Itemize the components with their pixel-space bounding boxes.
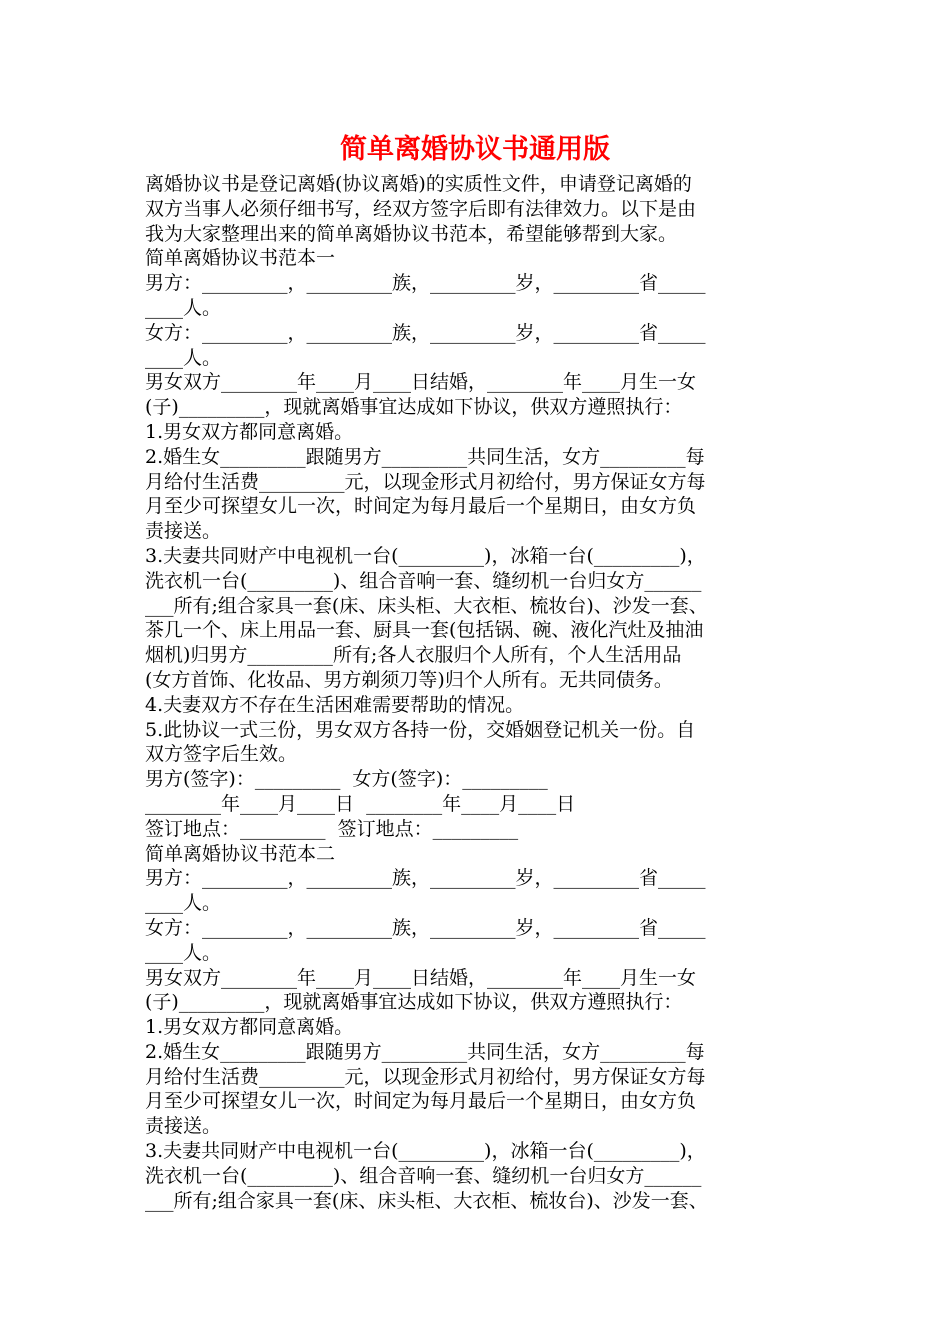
document-title: 简单离婚协议书通用版 (340, 134, 610, 165)
text-line: 责接送。 (145, 1115, 222, 1138)
text-line: ____人。 (145, 296, 222, 319)
text-line: 洗衣机一台(_________)、组合音响一套、缝纫机一台归女方______ (145, 569, 702, 592)
text-line: 1.男女双方都同意离婚。 (145, 420, 354, 443)
text-line: 简单离婚协议书范本二 (145, 842, 336, 865)
text-line: ___所有;组合家具一套(床、床头柜、大衣柜、梳妆台)、沙发一套、 (145, 594, 708, 617)
text-line: (女方首饰、化妆品、男方剃须刀等)归个人所有。无共同债务。 (145, 668, 673, 691)
text-line: 月至少可探望女儿一次，时间定为每月最后一个星期日，由女方负 (145, 1090, 697, 1113)
text-line: 简单离婚协议书范本一 (145, 247, 336, 270)
text-line: 4.夫妻双方不存在生活困难需要帮助的情况。 (145, 693, 525, 716)
text-line: 烟机)归男方_________所有;各人衣服归个人所有，个人生活用品 (145, 644, 682, 667)
text-line: ____人。 (145, 346, 222, 369)
text-line: ____人。 (145, 892, 222, 915)
text-line: 双方签字后生效。 (145, 743, 298, 766)
text-line: 2.婚生女_________跟随男方_________共同生活，女方_________每 (145, 1040, 705, 1063)
text-line: 洗衣机一台(_________)、组合音响一套、缝纫机一台归女方______ (145, 1164, 702, 1187)
text-line: (子)_________，现就离婚事宜达成如下协议，供双方遵照执行： (145, 396, 683, 419)
text-line: 3.夫妻共同财产中电视机一台(_________)，冰箱一台(_________)， (145, 544, 706, 567)
text-line: 我为大家整理出来的简单离婚协议书范本，希望能够帮到大家。 (145, 222, 678, 245)
text-line: ____人。 (145, 941, 222, 964)
text-line: 男方(签字)：_________ 女方(签字)：_________ (145, 768, 548, 791)
text-line: 女方：_________，_________族，_________岁，_________省_____ (145, 916, 706, 939)
text-line: 月至少可探望女儿一次，时间定为每月最后一个星期日，由女方负 (145, 495, 697, 518)
text-line: 5.此协议一式三份，男女双方各持一份，交婚姻登记机关一份。自 (145, 718, 696, 741)
text-line: 男女双方________年____月____日结婚，________年____月生一女 (145, 371, 697, 394)
text-line: 月给付生活费_________元，以现金形式月初给付，男方保证女方每 (145, 1065, 706, 1088)
text-line: 双方当事人必须仔细书写，经双方签字后即有法律效力。以下是由 (145, 197, 697, 220)
text-line: 男方：_________，_________族，_________岁，_________省_____ (145, 272, 706, 295)
text-line: (子)_________，现就离婚事宜达成如下协议，供双方遵照执行： (145, 991, 683, 1014)
text-line: 签订地点：_________ 签订地点：_________ (145, 817, 519, 840)
text-line: 男女双方________年____月____日结婚，________年____月生一女 (145, 966, 697, 989)
text-line: 女方：_________，_________族，_________岁，_________省_____ (145, 321, 706, 344)
text-line: 男方：_________，_________族，_________岁，_________省_____ (145, 867, 706, 890)
text-line: 1.男女双方都同意离婚。 (145, 1016, 354, 1039)
text-line: 2.婚生女_________跟随男方_________共同生活，女方_________每 (145, 445, 705, 468)
text-line: ___所有;组合家具一套(床、床头柜、大衣柜、梳妆台)、沙发一套、 (145, 1189, 708, 1212)
text-line: 责接送。 (145, 520, 222, 543)
text-line: 离婚协议书是登记离婚(协议离婚)的实质性文件，申请登记离婚的 (145, 173, 692, 195)
document-body (145, 172, 815, 1213)
text-line: 3.夫妻共同财产中电视机一台(_________)，冰箱一台(_________)， (145, 1140, 706, 1163)
text-line: 月给付生活费_________元，以现金形式月初给付，男方保证女方每 (145, 470, 706, 493)
text-line: 茶几一个、床上用品一套、厨具一套(包括锅、碗、液化汽灶及抽油 (145, 619, 704, 642)
text-line: ________年____月____日 ________年____月____日 (145, 792, 576, 815)
